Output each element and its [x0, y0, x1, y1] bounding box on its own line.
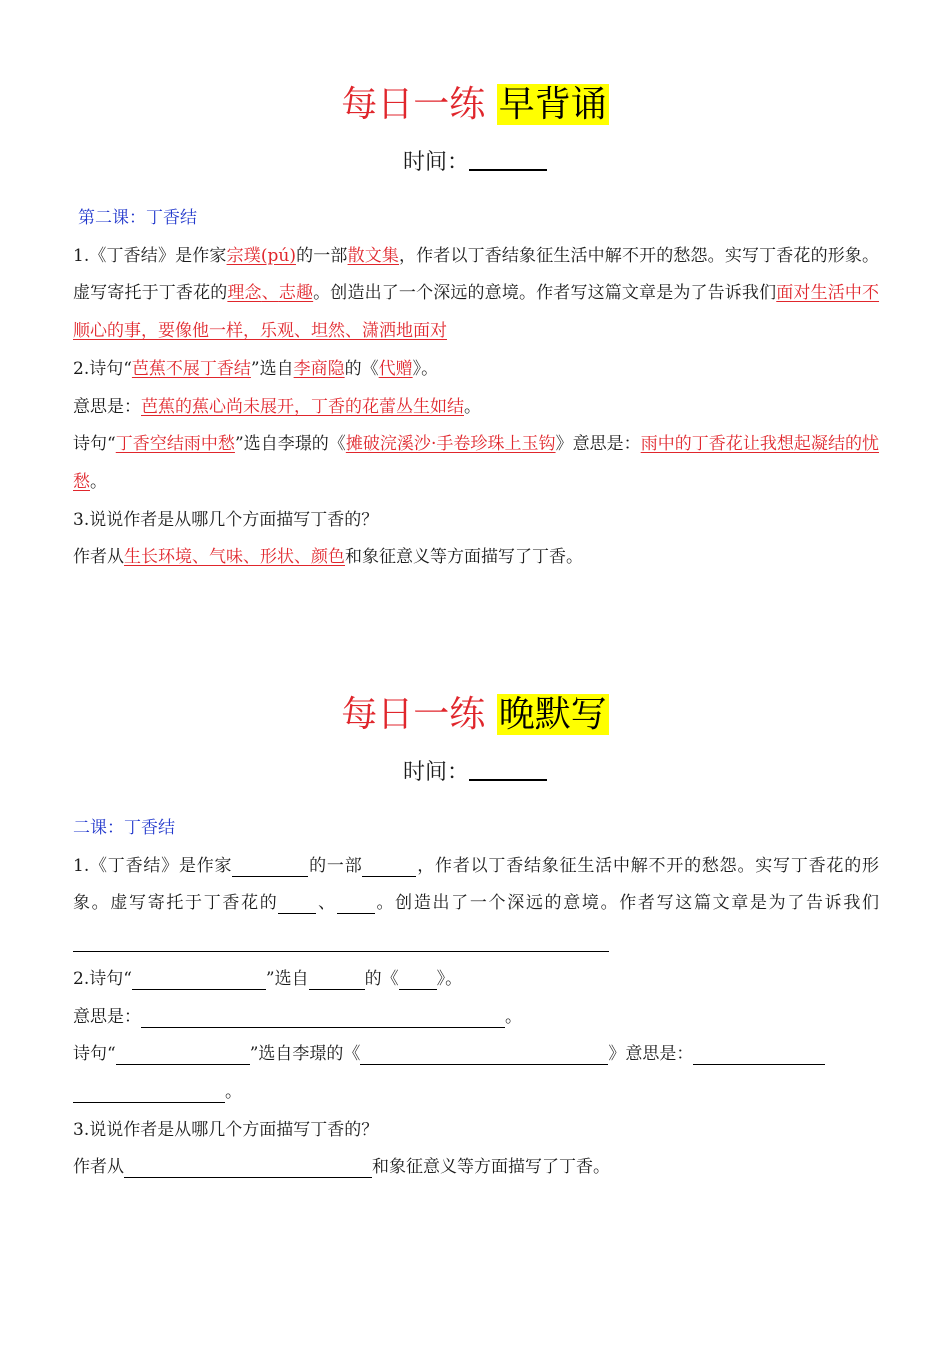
q2-text-1: 2.诗句“ [73, 358, 132, 379]
evening-question-2-line-1 [73, 961, 879, 999]
q2-meaning-end: 。 [464, 396, 481, 417]
q2-text-2: ”选自 [250, 358, 294, 379]
e-q1-text-2: 的一部 [308, 855, 363, 876]
q1-text-1: 1.《丁香结》是作家 [73, 245, 227, 266]
q2b-text-1: 诗句“ [73, 434, 116, 455]
evening-time-row [0, 758, 950, 788]
morning-time-label: 时间： [402, 150, 469, 175]
q3-answer-aspects: 生长环境、气味、形状、颜色 [124, 547, 345, 568]
evening-title-prefix: 每日一练 [341, 694, 486, 735]
e-q2b-text-4: 。 [225, 1081, 242, 1102]
e-q2-text-1: 2.诗句“ [73, 968, 132, 989]
evening-question-1 [73, 848, 879, 961]
q2-answer-line: 芭蕉不展丁香结 [131, 358, 251, 379]
e-q2-meaning-end: 。 [505, 1006, 522, 1027]
q2b-text-4: 。 [90, 471, 107, 492]
morning-title-highlight: 早背诵 [498, 84, 607, 125]
evening-question-3: 3.说说作者是从哪几个方面描写丁香的？ [73, 1119, 379, 1140]
evening-time-label: 时间： [402, 760, 469, 785]
q2b-answer-poem: 摊破浣溪沙·手卷珍珠上玉钩 [345, 434, 556, 455]
q1-answer-sep: 、 [261, 283, 279, 304]
e-q2b-text-1: 诗句“ [73, 1044, 116, 1065]
q2-answer-meaning: 芭蕉的蕉心尚未展开，丁香的花蕾丛生如结 [141, 396, 464, 417]
q2-answer-poet: 李商隐 [293, 358, 345, 379]
morning-section [0, 80, 950, 178]
e-q1-text-3: ，作者以丁香结象征生活中解不开的愁怨。实写丁香花的形象。虚写寄托于丁香花的 [73, 855, 879, 914]
morning-question-3-answer [73, 539, 879, 577]
morning-question-3: 3.说说作者是从哪几个方面描写丁香的？ [73, 509, 379, 530]
evening-content [73, 810, 879, 1187]
q2b-text-2: ”选自李璟的《 [234, 434, 346, 455]
e-q1-blank-message[interactable] [73, 929, 609, 952]
e-q2-text-4: 》。 [436, 968, 463, 989]
e-q2-text-2: ”选自 [265, 968, 309, 989]
e-q1-text-4: 。创造出了一个深远的意境。作者写这篇文章是为了告诉我们 [374, 893, 880, 914]
e-q2-blank-meaning[interactable] [141, 1005, 505, 1028]
morning-question-1 [73, 238, 879, 351]
evening-question-3-answer [73, 1149, 879, 1187]
evening-question-2-meaning [73, 999, 879, 1037]
evening-title [0, 690, 950, 740]
q2-text-4: 》。 [412, 358, 439, 379]
evening-section [0, 690, 950, 788]
q2-answer-poem: 代赠 [378, 358, 413, 379]
q1-answer-interest: 志趣 [278, 283, 314, 304]
e-q2b-blank-line[interactable] [116, 1042, 250, 1065]
e-q2b-blank-meaning-1[interactable] [693, 1042, 825, 1065]
q2b-answer-meaning: 雨中的丁香花让我想起凝结的忧愁 [73, 434, 880, 492]
morning-time-row [0, 148, 950, 178]
morning-lesson-heading: 第二课：丁香结 [78, 208, 197, 228]
evening-question-2-line-2 [73, 1036, 879, 1111]
morning-question-2-meaning [73, 389, 879, 427]
q1-text-2: 的一部 [295, 245, 348, 266]
q1-answer-genre: 散文集 [347, 245, 400, 266]
e-q1-sep: 、 [316, 893, 337, 914]
e-q2b-blank-poem[interactable] [360, 1042, 608, 1065]
e-q2b-text-3: 》意思是： [608, 1044, 694, 1065]
e-q2-blank-poem[interactable] [399, 967, 437, 990]
q1-text-3: ，作者以丁香结象征生活中解不开的愁怨。实写丁香花的形象。虚写寄托于丁香花的 [73, 245, 880, 304]
q3-text-1: 作者从 [73, 547, 124, 568]
q1-text-4: 。创造出了一个深远的意境。作者写这篇文章是为了告诉我们 [313, 283, 777, 304]
e-q3-blank-aspects[interactable] [124, 1155, 372, 1178]
q2b-answer-line: 丁香空结雨中愁 [115, 434, 235, 455]
q3-text-2: 和象征意义等方面描写了丁香。 [345, 547, 583, 568]
e-q1-blank-author[interactable] [232, 854, 308, 877]
e-q2b-text-2: ”选自李璟的《 [249, 1044, 361, 1065]
morning-title-prefix: 每日一练 [341, 84, 486, 125]
morning-title [0, 80, 950, 130]
e-q2-blank-line[interactable] [132, 967, 266, 990]
e-q3-text-2: 和象征意义等方面描写了丁香。 [372, 1157, 610, 1178]
morning-time-blank [469, 149, 547, 171]
q1-answer-idea: 理念 [227, 283, 262, 304]
evening-lesson-heading: 二课：丁香结 [73, 818, 175, 838]
e-q2-meaning-label: 意思是： [73, 1006, 141, 1027]
e-q2-blank-poet[interactable] [309, 967, 365, 990]
morning-question-2-line-2 [73, 426, 879, 501]
q1-answer-author: 宗璞(pú) [226, 245, 296, 266]
e-q2b-blank-meaning-2[interactable] [73, 1080, 225, 1103]
morning-content [73, 200, 879, 577]
e-q1-blank-genre[interactable] [362, 854, 416, 877]
q2-meaning-label: 意思是： [73, 396, 141, 417]
e-q1-blank-idea[interactable] [278, 891, 316, 914]
q1-answer-message: 面对生活中不顺心的事，要像他一样，乐观、坦然、潇洒地面对 [73, 283, 880, 342]
e-q1-blank-interest[interactable] [337, 891, 375, 914]
e-q2-text-3: 的《 [364, 968, 399, 989]
q2b-text-3: 》意思是： [555, 434, 641, 455]
e-q1-text-1: 1.《丁香结》是作家 [73, 855, 233, 876]
evening-time-blank [469, 759, 547, 781]
morning-question-2-line-1 [73, 351, 879, 389]
q2-text-3: 的《 [344, 358, 379, 379]
evening-title-highlight: 晚默写 [498, 694, 607, 735]
e-q3-text-1: 作者从 [73, 1157, 124, 1178]
